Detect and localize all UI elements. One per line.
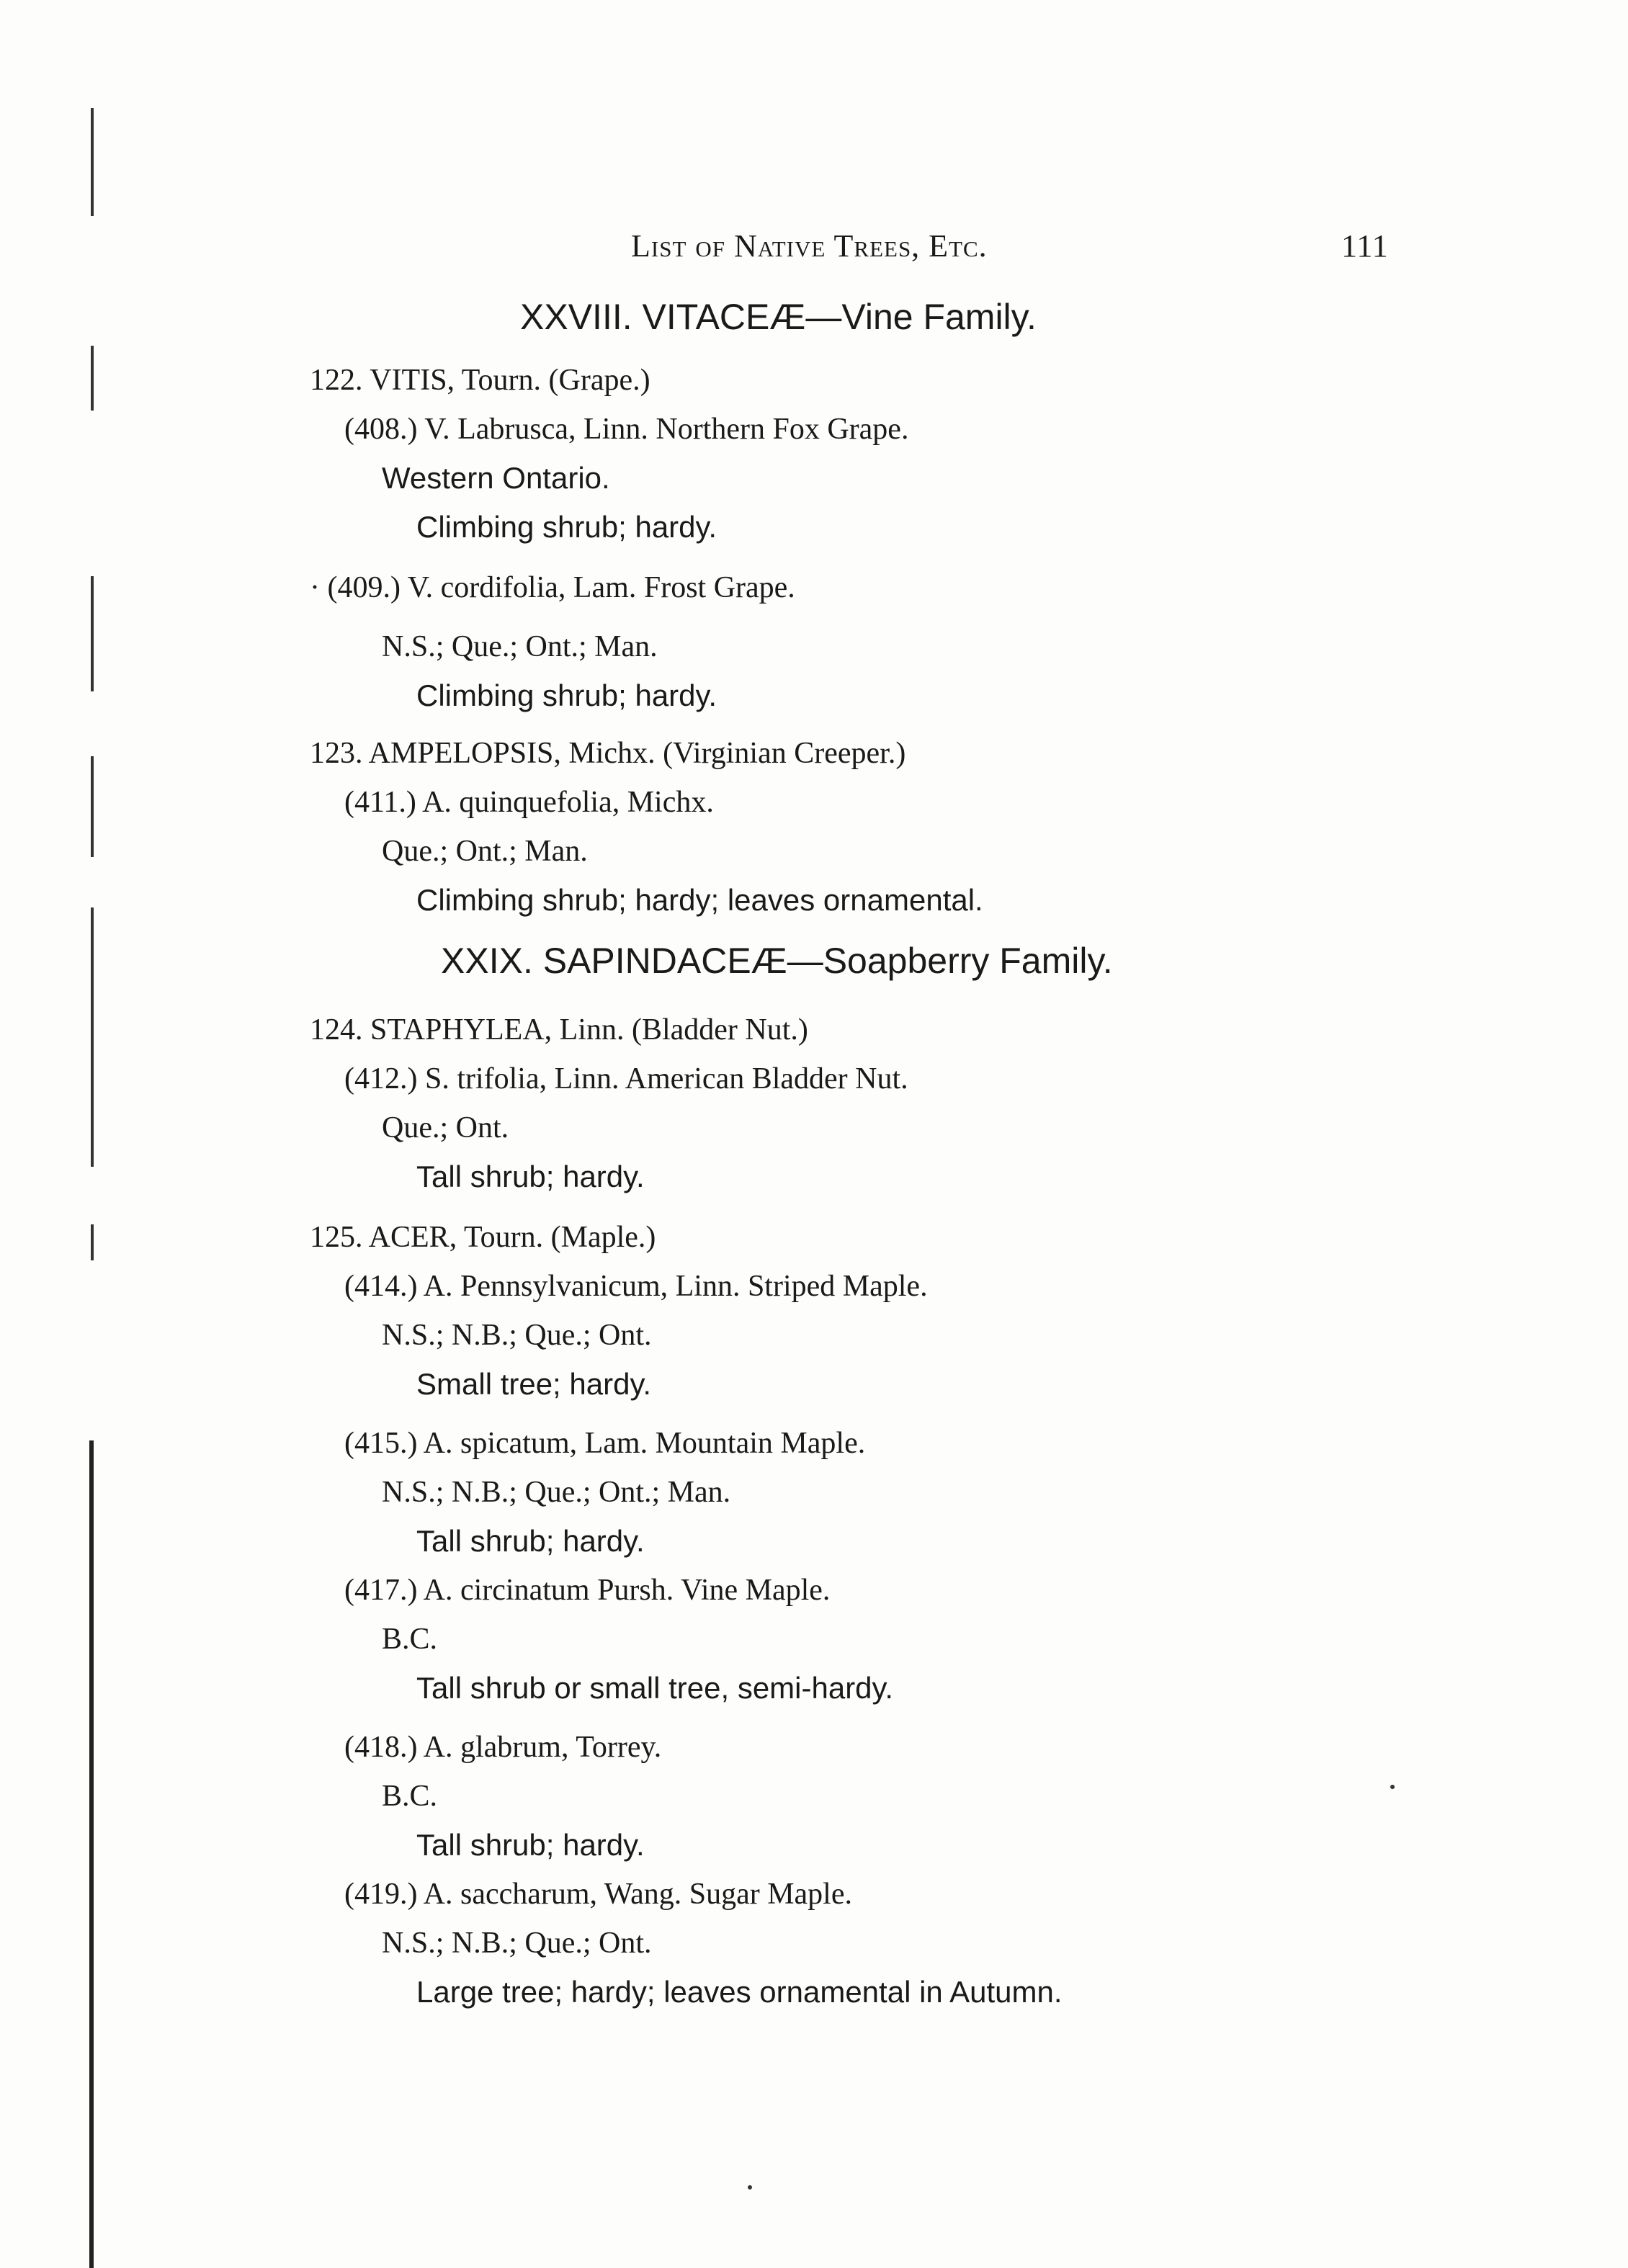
species-name: (412.) S. trifolia, Linn. American Bladder Nut. (344, 1062, 908, 1095)
binding-mark (91, 576, 94, 691)
scan-speck (1390, 1785, 1395, 1789)
species-name: (417.) A. circinatum Pursh. Vine Maple. (344, 1574, 831, 1607)
species-name: (415.) A. spicatum, Lam. Mountain Maple. (344, 1427, 866, 1460)
species-range: B.C. (382, 1623, 438, 1656)
binding-mark (91, 346, 94, 411)
species-note: Tall shrub or small tree, semi-hardy. (416, 1671, 894, 1705)
page-number: 111 (1341, 228, 1389, 264)
species-range: B.C. (382, 1780, 438, 1813)
species-range: Western Ontario. (382, 461, 610, 495)
genus-heading: 125. ACER, Tourn. (Maple.) (310, 1221, 656, 1254)
species-note: Small tree; hardy. (416, 1367, 652, 1401)
species-note: Tall shrub; hardy. (416, 1524, 645, 1558)
binding-mark (91, 1224, 94, 1260)
species-range: N.S.; Que.; Ont.; Man. (382, 630, 658, 663)
scan-speck (748, 2185, 752, 2189)
species-name: · (409.) V. cordifolia, Lam. Frost Grape. (310, 571, 795, 604)
species-note: Tall shrub; hardy. (416, 1160, 645, 1193)
species-name: (408.) V. Labrusca, Linn. Northern Fox Grape. (344, 413, 909, 446)
genus-heading: 122. VITIS, Tourn. (Grape.) (310, 364, 650, 397)
species-range: N.S.; N.B.; Que.; Ont. (382, 1319, 652, 1352)
species-range: N.S.; N.B.; Que.; Ont. (382, 1927, 652, 1960)
species-range: N.S.; N.B.; Que.; Ont.; Man. (382, 1476, 731, 1509)
genus-heading: 123. AMPELOPSIS, Michx. (Virginian Creeper.) (310, 737, 906, 770)
family-title: XXIX. SAPINDACEÆ—Soapberry Family. (441, 941, 1113, 981)
species-name: (414.) A. Pennsylvanicum, Linn. Striped Maple. (344, 1270, 928, 1303)
family-title: XXVIII. VITACEÆ—Vine Family. (520, 297, 1037, 337)
species-note: Climbing shrub; hardy; leaves ornamental. (416, 883, 983, 917)
genus-heading: 124. STAPHYLEA, Linn. (Bladder Nut.) (310, 1013, 808, 1046)
binding-mark (91, 756, 94, 857)
species-name: (418.) A. glabrum, Torrey. (344, 1731, 662, 1764)
binding-mark (91, 907, 94, 1167)
species-range: Que.; Ont. (382, 1111, 509, 1144)
binding-mark (91, 108, 94, 216)
species-note: Large tree; hardy; leaves ornamental in Autumn. (416, 1975, 1063, 2009)
species-name: (419.) A. saccharum, Wang. Sugar Maple. (344, 1878, 852, 1911)
running-header: List of Native Trees, Etc. (631, 228, 988, 264)
species-name: (411.) A. quinquefolia, Michx. (344, 786, 714, 819)
species-note: Climbing shrub; hardy. (416, 510, 717, 544)
species-note: Climbing shrub; hardy. (416, 678, 717, 712)
species-note: Tall shrub; hardy. (416, 1828, 645, 1862)
binding-edge (89, 1440, 94, 2268)
species-range: Que.; Ont.; Man. (382, 835, 588, 868)
